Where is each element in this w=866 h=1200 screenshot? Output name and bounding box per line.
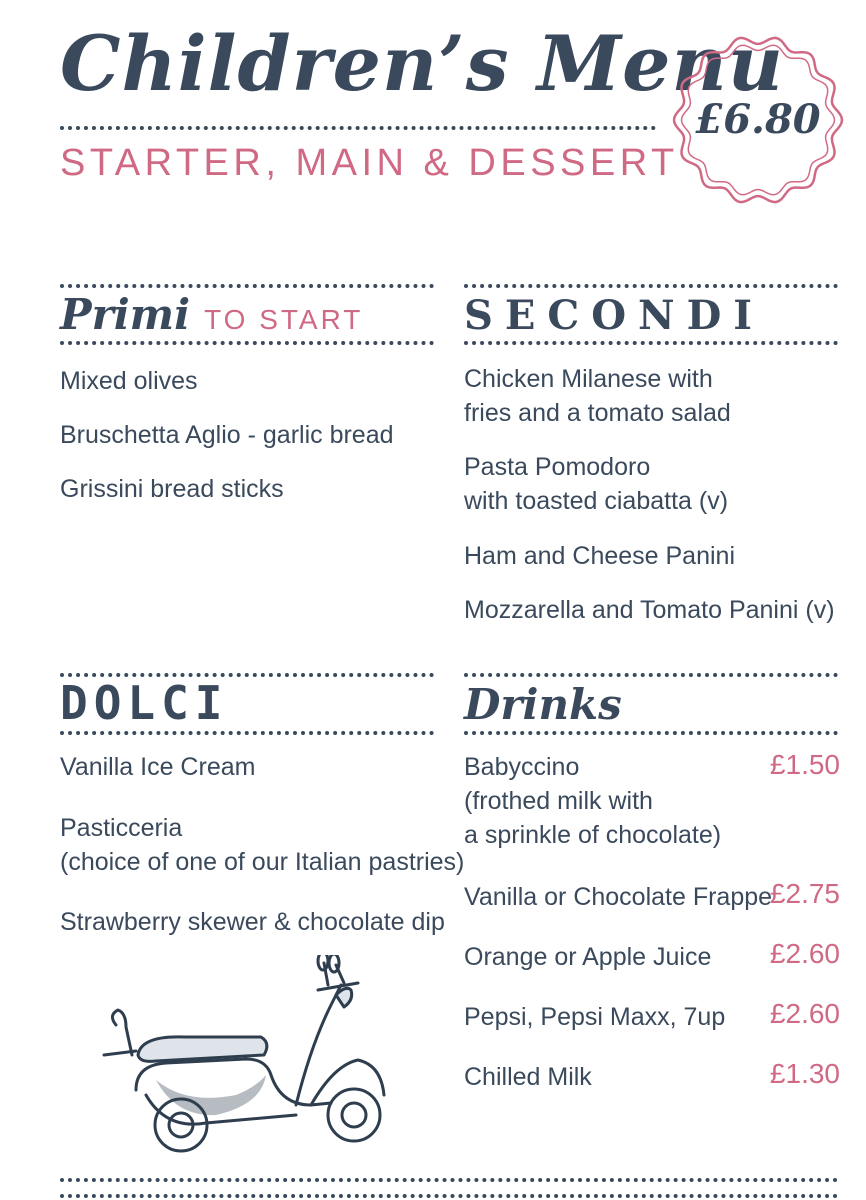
item-line: (choice of one of our Italian pastries) <box>60 848 465 876</box>
secondi-item <box>464 593 835 627</box>
secondi-divider-bottom <box>464 341 838 345</box>
drinks-divider-top <box>464 673 838 677</box>
item-line: Mozzarella and Tomato Panini (v) <box>464 596 835 624</box>
drink-item <box>464 940 711 974</box>
item-line: fries and a tomato salad <box>464 399 731 427</box>
primi-divider-bottom <box>60 341 434 345</box>
footer-divider <box>60 1178 838 1182</box>
secondi-heading: SECONDI <box>464 292 765 339</box>
scooter-icon <box>96 955 396 1155</box>
item-line: Pasta Pomodoro <box>464 453 651 481</box>
drink-item <box>464 880 772 914</box>
drink-item <box>464 1000 725 1034</box>
item-line: Vanilla or Chocolate Frappe <box>464 883 773 911</box>
set-menu-price: £6.80 <box>695 96 821 143</box>
primi-item: Mixed olives <box>60 367 198 395</box>
header-divider <box>60 126 656 130</box>
item-line: Babyccino <box>464 753 580 781</box>
secondi-divider-top <box>464 284 838 288</box>
dolci-item <box>60 750 255 784</box>
primi-item: Grissini bread sticks <box>60 475 284 503</box>
item-line: Pepsi, Pepsi Maxx, 7up <box>464 1003 726 1031</box>
item-line: a sprinkle of chocolate) <box>464 821 722 849</box>
secondi-item <box>464 539 735 573</box>
dolci-heading: DOLCI <box>60 676 229 730</box>
item-line: Orange or Apple Juice <box>464 943 712 971</box>
menu-title: Children’s Menu <box>60 19 784 108</box>
item-line: Strawberry skewer & chocolate dip <box>60 908 445 936</box>
drink-price: £1.30 <box>769 1058 840 1089</box>
drink-item <box>464 1060 592 1094</box>
drink-price: £2.60 <box>769 938 840 969</box>
item-line: Vanilla Ice Cream <box>60 753 256 781</box>
primi-heading-label: Primi <box>60 290 191 339</box>
footer-divider <box>60 1194 838 1198</box>
item-line: (frothed milk with <box>464 787 653 815</box>
primi-item: Bruschetta Aglio - garlic bread <box>60 421 394 449</box>
drinks-divider-bottom <box>464 731 838 735</box>
item-line: with toasted ciabatta (v) <box>464 487 729 515</box>
dolci-divider-bottom <box>60 731 434 735</box>
item-line: Ham and Cheese Panini <box>464 542 735 570</box>
drinks-heading: Drinks <box>464 680 622 729</box>
drink-price: £2.75 <box>769 878 840 909</box>
drink-price: £2.60 <box>769 998 840 1029</box>
dolci-item <box>60 811 464 879</box>
primi-divider-top <box>60 284 434 288</box>
primi-heading <box>60 290 363 339</box>
drink-price: £1.50 <box>769 749 840 780</box>
drink-item <box>464 750 721 852</box>
secondi-item <box>464 450 728 518</box>
menu-subtitle: STARTER, MAIN & DESSERT <box>60 142 679 184</box>
item-line: Chicken Milanese with <box>464 365 713 393</box>
dolci-item <box>60 905 445 939</box>
secondi-item <box>464 362 731 430</box>
item-line: Chilled Milk <box>464 1063 592 1091</box>
item-line: Pasticceria <box>60 814 183 842</box>
primi-subheading: TO START <box>204 304 364 335</box>
